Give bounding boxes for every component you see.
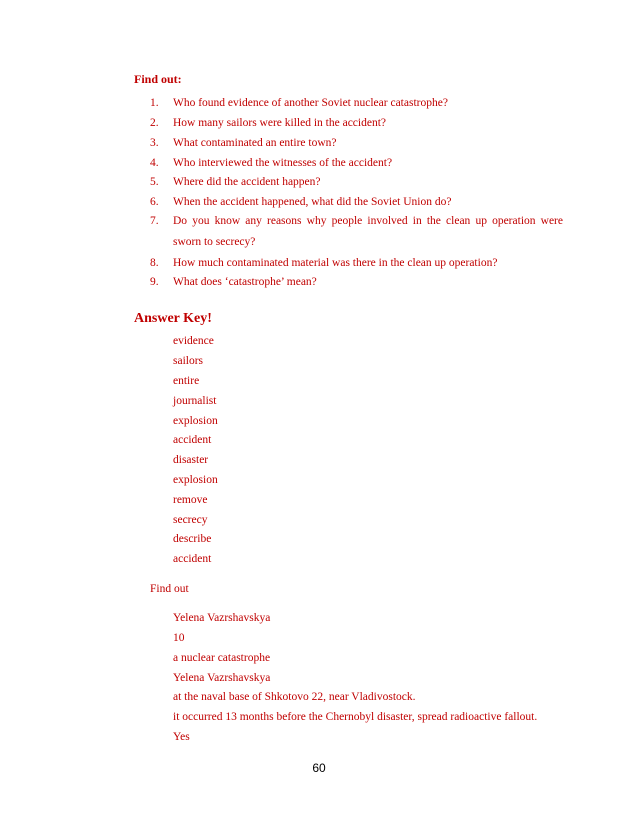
answer-text: accident (173, 553, 212, 565)
answer-text: Yelena Vazrshavskya (173, 672, 271, 684)
question-text: Who interviewed the witnesses of the accident? (173, 157, 393, 169)
answer-text: describe (173, 533, 212, 545)
question-number: 8. (150, 257, 159, 269)
question-number: 5. (150, 176, 159, 188)
question-number: 6. (150, 196, 159, 208)
answer-text: accident (173, 434, 212, 446)
question-text: What does ‘catastrophe’ mean? (173, 276, 317, 288)
answer-text: explosion (173, 474, 218, 486)
find-out-heading: Find out: (134, 72, 182, 86)
question-text: How much contaminated material was there in the clean up operation? (173, 257, 498, 269)
question-text: How many sailors were killed in the accident? (173, 117, 386, 129)
question-text-continued: sworn to secrecy? (173, 236, 256, 248)
question-text: What contaminated an entire town? (173, 137, 337, 149)
answer-text: Yelena Vazrshavskya (173, 612, 271, 624)
answer-text: 10 (173, 632, 185, 644)
question-text: Do you know any reasons why people involved in the clean up operation were (173, 215, 563, 227)
answer-text: it occurred 13 months before the Chernobyl disaster, spread radioactive fallout. (173, 711, 538, 723)
answer-text: sailors (173, 355, 204, 367)
question-text: Who found evidence of another Soviet nuclear catastrophe? (173, 97, 448, 109)
question-number: 4. (150, 157, 159, 169)
page-number: 60 (312, 761, 326, 775)
answer-text: at the naval base of Shkotovo 22, near Vladivostock. (173, 691, 416, 703)
answer-text: Yes (173, 731, 190, 743)
answer-text: secrecy (173, 514, 208, 526)
find-out-answers-heading: Find out (150, 583, 189, 595)
question-number: 2. (150, 117, 159, 129)
question-number: 3. (150, 137, 159, 149)
question-text: Where did the accident happen? (173, 176, 321, 188)
answer-text: explosion (173, 415, 218, 427)
answer-text: evidence (173, 335, 214, 347)
question-number: 7. (150, 215, 159, 227)
answer-text: disaster (173, 454, 209, 466)
answer-text: entire (173, 375, 200, 387)
answer-text: remove (173, 494, 208, 506)
question-number: 9. (150, 276, 159, 288)
answer-text: journalist (173, 395, 217, 407)
question-text: When the accident happened, what did the Soviet Union do? (173, 196, 452, 208)
answer-key-heading: Answer Key! (134, 311, 212, 326)
answer-text: a nuclear catastrophe (173, 652, 271, 664)
question-number: 1. (150, 97, 159, 109)
